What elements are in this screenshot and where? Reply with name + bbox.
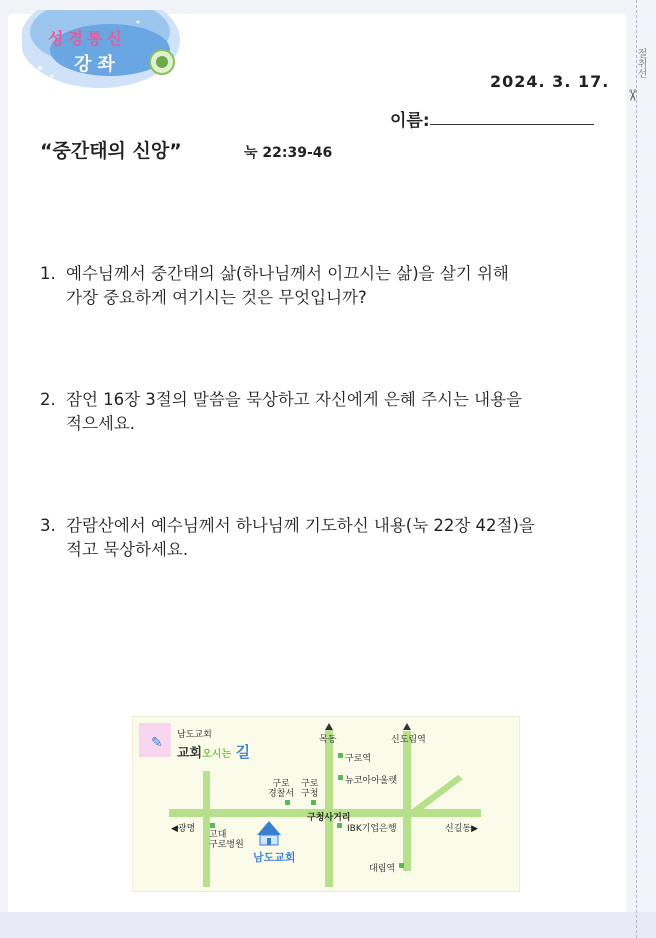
- logo-line1: 성경통신: [48, 29, 126, 48]
- map-label-sindorim: 신도림역: [391, 735, 426, 745]
- date: 2024. 3. 17.: [490, 72, 610, 91]
- lesson-title: “중간태의 신앙”: [40, 140, 182, 162]
- question-2: [40, 388, 522, 436]
- question-number: 2.: [40, 390, 56, 409]
- question-text: 적으세요.: [66, 414, 136, 433]
- map-label-korea-univ-hospital: 고대 구로병원: [209, 830, 244, 850]
- map-label-guro-office: 구로 구청: [301, 779, 319, 799]
- scripture-reference: 눅 22:39-46: [244, 145, 333, 161]
- course-logo: [22, 10, 182, 90]
- question-text: 감람산에서 예수님께서 하나님께 기도하신 내용(눅 22장 42절)을: [66, 516, 535, 535]
- map-label-singil: 신길동▶: [445, 824, 479, 834]
- question-text: 예수님께서 중간태의 삶(하나님께서 이끄시는 삶)을 살기 위해: [66, 264, 509, 283]
- question-text: 잠언 16장 3절의 말씀을 묵상하고 자신에게 은혜 주시는 내용을: [66, 390, 522, 409]
- map-label-intersection: 구청사거리: [307, 813, 351, 823]
- map-label-church: 남도교회: [253, 851, 296, 864]
- map-way-title: 교회오시는 길: [177, 743, 251, 761]
- map-label-guro-station: 구로역: [345, 754, 372, 764]
- question-1: [40, 262, 509, 310]
- cut-label: 절취선: [635, 48, 646, 78]
- page-bottom-band: [0, 912, 656, 938]
- question-text: 가장 중요하게 여기시는 것은 무엇입니까?: [66, 288, 367, 307]
- question-text: 적고 묵상하세요.: [66, 540, 189, 559]
- map-label-gwangmyeong: ◀광명: [171, 824, 196, 834]
- map-label-guro-police: 구로 경찰서: [268, 779, 295, 799]
- question-3: [40, 514, 535, 562]
- name-field-line: [430, 124, 594, 125]
- svg-text:✎: ✎: [151, 735, 163, 751]
- logo-line2: 강좌: [74, 54, 121, 75]
- question-number: 3.: [40, 516, 56, 535]
- map-label-ibk: IBK기업은행: [347, 824, 397, 834]
- directions-map: [132, 716, 520, 892]
- scissors-icon: ✂: [623, 88, 643, 103]
- question-number: 1.: [40, 264, 56, 283]
- map-church-small: 남도교회: [177, 730, 212, 740]
- map-label-newcore: 뉴코아아울렛: [345, 776, 398, 786]
- cut-line: [636, 0, 637, 938]
- map-label-mokdong: 목동: [319, 735, 337, 745]
- name-label: 이름:: [390, 111, 430, 131]
- map-label-daerim: 대림역: [369, 864, 396, 874]
